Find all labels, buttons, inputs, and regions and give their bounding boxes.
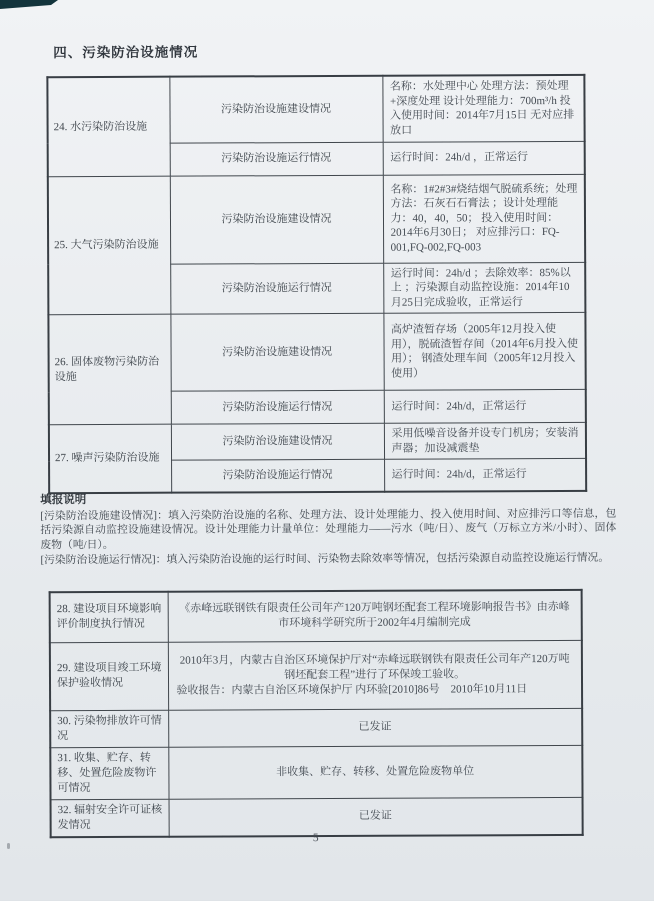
- pollution-facilities-table: [46, 74, 587, 494]
- notes-section: [40, 491, 616, 569]
- facility-27-run-header: 污染防治设施运行情况: [171, 459, 384, 492]
- facility-25-run-value: 运行时间：24h/d ；去除效率：85%以上 ；污染源自动监控设施：2014年10月25日完成验收，正常运行: [383, 262, 585, 313]
- facility-26-build-header: 污染防治设施建设情况: [170, 313, 383, 391]
- facility-27-run-value: 运行时间：24h/d，正常运行: [384, 458, 586, 491]
- item-32-value: 已发证: [169, 797, 583, 836]
- facility-25-label: 25. 大气污染防治设施: [48, 176, 171, 315]
- page-number: 5: [312, 832, 319, 845]
- notes-title: 填报说明: [40, 494, 87, 507]
- note-item-build: [污染防治设施建设情况]：填入污染防治设施的名称、处理方法、设计处理能力、投入使用时间、对应排污口等信息，包括污染源自动监控设施建设情况。设计处理能力计量单位：处理能力——污水（吨/日）、废气（万标立方米/小时）、固体废物（吨/日）。: [40, 507, 617, 551]
- item-31-label: 31. 收集、贮存、转移、处置危险废物许可情况: [50, 747, 168, 800]
- table-row: [49, 422, 586, 460]
- item-29-value-line2: 验收报告：内蒙古自治区环境保护厅 内环验[2010]86号 2010年10月11日: [176, 682, 528, 697]
- facility-24-run-value: 运行时间：24h/d ，正常运行: [383, 141, 585, 175]
- table-row: [48, 174, 585, 264]
- item-28-value: 《赤峰远联钢铁有限责任公司年产120万吨钢坯配套工程环境影响报告书》由赤峰市环境科学研究所于2002年4月编制完成: [168, 590, 582, 642]
- facility-24-build-value: 名称：水处理中心 处理方法：预处理+深度处理 设计处理能力：700m³/h 投入使用时间：2014年7月15日 无对应排放口: [382, 75, 584, 142]
- item-29-label: 29. 建设项目竣工环境保护验收情况: [50, 642, 168, 711]
- admin-status-table: [49, 589, 584, 838]
- facility-26-label: 26. 固体废物污染防治设施: [48, 314, 170, 425]
- facility-26-run-value: 运行时间：24h/d，正常运行: [384, 389, 586, 423]
- facility-27-build-value: 采用低噪音设备并设专门机房；安装消声器；加设减震垫: [384, 422, 586, 459]
- facility-27-label: 27. 噪声污染防治设施: [49, 424, 171, 493]
- item-29-value: [168, 640, 582, 710]
- facility-27-build-header: 污染防治设施建设情况: [171, 423, 384, 460]
- table-row: [50, 745, 582, 799]
- item-30-value: 已发证: [168, 708, 582, 747]
- item-29-value-line1: 2010年3月，内蒙古自治区环境保护厅对“赤峰远联钢铁有限责任公司年产120万吨钢坯配套工程”进行了环保竣工验收。: [179, 652, 570, 681]
- table-row: [50, 640, 582, 710]
- item-32-label: 32. 辐射安全许可证核发情况: [51, 799, 169, 837]
- table-row: [50, 708, 582, 747]
- facility-24-build-header: 污染防治设施建设情况: [169, 76, 382, 143]
- facility-24-label: 24. 水污染防治设施: [47, 77, 169, 177]
- table-row: [47, 75, 584, 143]
- facility-26-build-value: 高炉渣暂存场（2005年12月投入使用），脱硫渣暂存间（2014年6月投入使用）； 钢渣处理车间（2005年12月投入使用）: [383, 312, 585, 390]
- facility-25-build-value: 名称：1#2#3#烧结烟气脱硫系统；处理方法：石灰石石膏法 ；设计处理能力：40，40，50； 投入使用时间：2014年6月30日； 对应排污口：FQ-001,FQ-002,FQ-003: [383, 174, 585, 263]
- facility-25-build-header: 污染防治设施建设情况: [170, 175, 383, 264]
- item-30-label: 30. 污染物排放许可情况: [50, 710, 168, 748]
- facility-24-run-header: 污染防治设施运行情况: [170, 142, 383, 176]
- table-row: [50, 590, 582, 642]
- note-item-run: [污染防治设施运行情况]：填入污染防治设施的运行时间、污染物去除效率等情况，包括污染源自动监控设施运行情况。: [40, 551, 610, 567]
- facility-26-run-header: 污染防治设施运行情况: [171, 390, 384, 424]
- item-28-label: 28. 建设项目环境影响评价制度执行情况: [50, 592, 168, 643]
- table-row: [48, 312, 585, 391]
- facility-25-run-header: 污染防治设施运行情况: [170, 263, 383, 314]
- item-31-value: 非收集、贮存、转移、处置危险废物单位: [168, 745, 582, 799]
- section-title: 四、污染防治设施情况: [53, 44, 199, 61]
